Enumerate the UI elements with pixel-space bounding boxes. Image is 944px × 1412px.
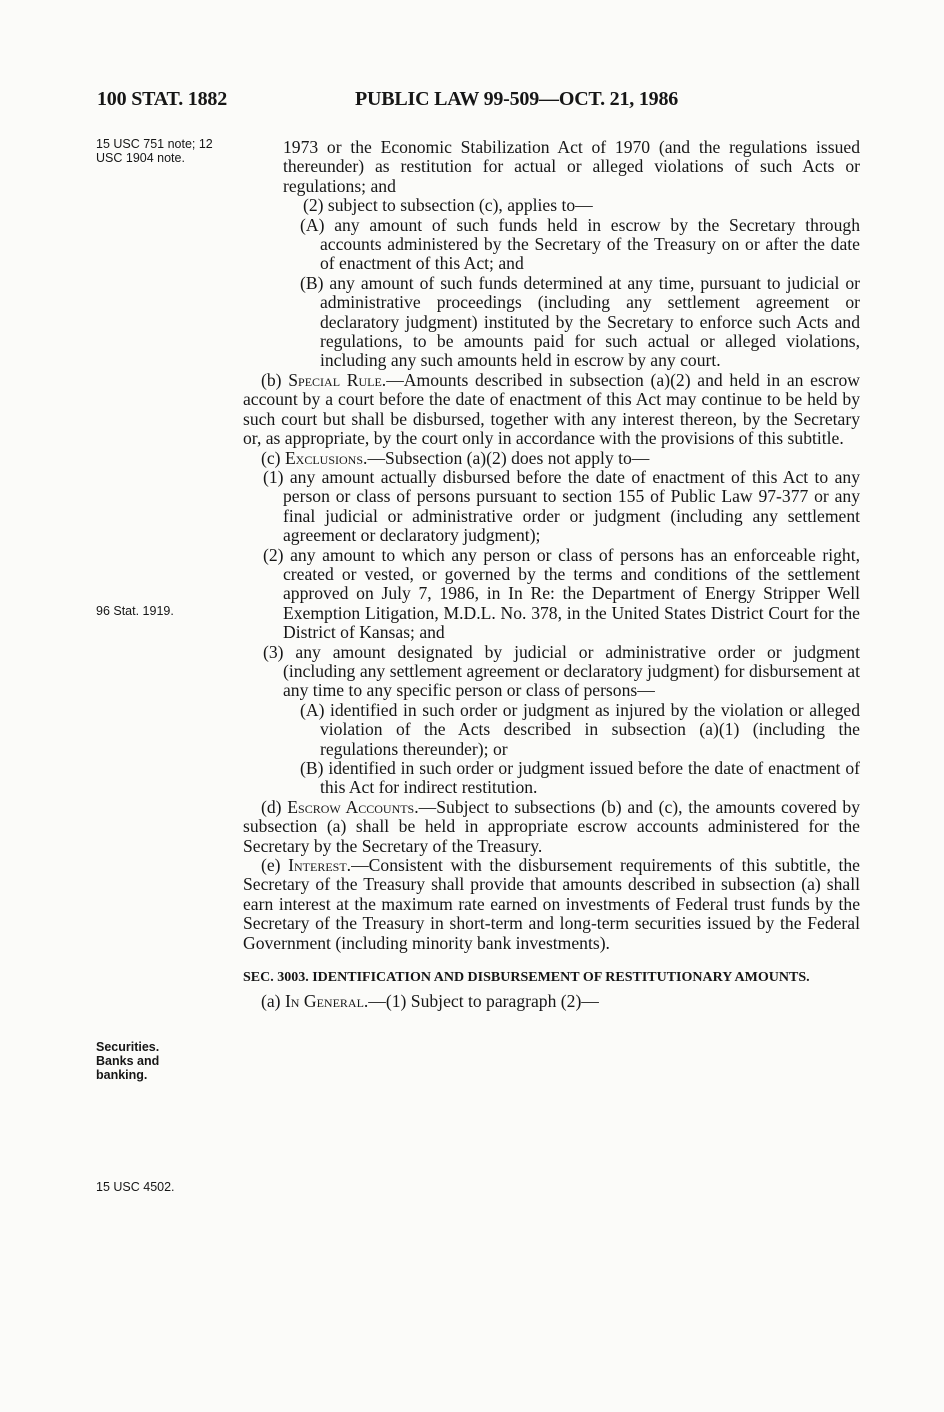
paragraph-c-3: (3) any amount designated by judicial or administrative order or judgment (including any settlement agreement or declaratory judgment) for disbursement at any time to any specific person or class of persons— <box>263 641 860 701</box>
subparagraph-a-2-B: (B) any amount of such funds determined at any time, pursuant to judicial or administrative proceedings (including any settlement agreement or declaratory judgment) instituted by the Secretary to enforce such Acts and regulations, to be amounts paid for such actual or alleged violations, including any such amounts held in escrow by any court. <box>300 272 860 371</box>
subsection-b-heading: Special Rule. <box>288 369 387 390</box>
margin-note-usc-citation: 15 USC 751 note; 12 USC 1904 note. <box>96 137 213 165</box>
subsection-b <box>243 371 860 449</box>
subsection-b-label: (b) <box>261 369 289 390</box>
subsection-d <box>243 798 860 856</box>
subparagraph-c-3-B: (B) identified in such order or judgment issued before the date of enactment of this Act for indirect restitution. <box>300 758 860 798</box>
subsection-e <box>243 856 860 953</box>
statute-body <box>243 138 860 1011</box>
page-number: 100 STAT. 1882 <box>97 88 227 110</box>
subsection-c-text: —Subsection (a)(2) does not apply to— <box>367 447 650 468</box>
subsection-d-label: (d) <box>261 796 288 817</box>
section-heading: SEC. 3003. IDENTIFICATION AND DISBURSEMENT OF RESTITUTIONARY AMOUNTS. <box>243 970 810 986</box>
subsection-c-heading: Exclusions. <box>284 447 368 468</box>
subsection-b-text: —Amounts described in subsection (a)(2) and held in an escrow account by a court before the date of enactment of this Act may continue to be held by such court but shall be disbursed, together with any interest thereon, by the Secretary or, as appropriate, by the court only in accordance with the provisions of this subtitle. <box>243 369 860 449</box>
subsection-e-label: (e) <box>261 855 289 876</box>
subsection-d-text: —Subject to subsections (b) and (c), the amounts covered by subsection (a) shall be held in appropriate escrow accounts administered for the Secretary by the Secretary of the Treasury. <box>243 796 860 856</box>
subsection-c-label: (c) <box>261 447 285 468</box>
paragraph-c-2: (2) any amount to which any person or class of persons has an enforceable right, created or vested, or governed by the terms and conditions of the settlement approved on July 7, 1986, in In Re: the Department of Energy Stripper Well Exemption Litigation, M.D.L. No. 378, in the United States District Court for the District of Kansas; and <box>263 544 860 643</box>
subsection-e-text: —Consistent with the disbursement requirements of this subtitle, the Secretary of the Treasury shall provide that amounts described in subsection (a) shall earn interest at the maximum rate earned on investments of Federal trust funds by the Secretary of the Treasury in short-term and long-term securities issued by the Federal Government (including minority bank investments). <box>243 855 860 953</box>
running-title: PUBLIC LAW 99-509—OCT. 21, 1986 <box>355 88 679 110</box>
paragraph-a-2: (2) subject to subsection (c), applies to— <box>303 195 593 216</box>
subsection-c <box>243 449 860 468</box>
paragraph-c-1: (1) any amount actually disbursed before the date of enactment of this Act to any person or class of persons pursuant to section 155 of Public Law 97-377 or any final judicial or administrative order or judgment (including any settlement agreement or declaratory judgment); <box>263 466 860 546</box>
margin-note-stat-citation: 96 Stat. 1919. <box>96 604 174 618</box>
subsection-a <box>243 992 860 1011</box>
subsection-a-heading: In General. <box>284 991 369 1012</box>
subparagraph-a-2-A: (A) any amount of such funds held in escrow by the Secretary through accounts administered by the Secretary of the Treasury on or after the date of enactment of this Act; and <box>300 214 860 274</box>
margin-note-section-citation: 15 USC 4502. <box>96 1180 175 1194</box>
subsection-e-heading: Interest. <box>288 855 352 876</box>
subsection-d-heading: Escrow Accounts. <box>287 796 419 817</box>
subsection-a-label: (a) <box>261 991 285 1012</box>
margin-note-securities: Securities. Banks and banking. <box>96 1040 160 1082</box>
subparagraph-c-3-A: (A) identified in such order or judgment as injured by the violation or alleged violation of the Acts described in subsection (a)(1) (including the regulations thereunder); or <box>300 699 860 759</box>
subsection-a-text: —(1) Subject to paragraph (2)— <box>368 991 599 1012</box>
paragraph-continuation: 1973 or the Economic Stabilization Act of 1970 (and the regulations issued thereunder) as restitution for actual or alleged violations of such Acts or regulations; and <box>283 137 860 196</box>
